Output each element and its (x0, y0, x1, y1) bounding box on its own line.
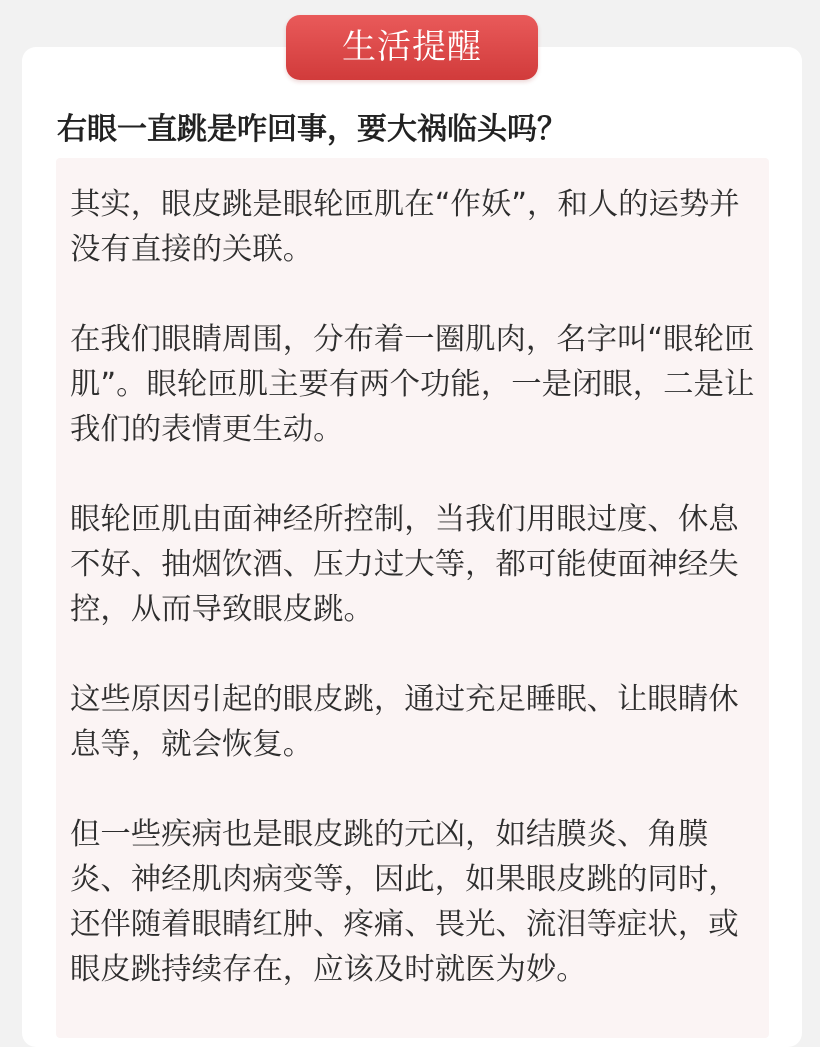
answer-paragraph: 其实，眼皮跳是眼轮匝肌在“作妖”，和人的运势并没有直接的关联。 (70, 187, 740, 267)
answer-paragraph: 但一些疾病也是眼皮跳的元凶，如结膜炎、角膜炎、神经肌肉病变等，因此，如果眼皮跳的同时，还伴随着眼睛红肿、疼痛、畏光、流泪等症状，或眼皮跳持续存在，应该及时就医为妙。 (70, 817, 739, 987)
answer-text (70, 182, 760, 1037)
question-title: 右眼一直跳是咋回事，要大祸临头吗？ (57, 112, 567, 147)
answer-paragraph: 眼轮匝肌由面神经所控制，当我们用眼过度、休息不好、抽烟饮酒、压力过大等，都可能使面神经失控，从而导致眼皮跳。 (70, 502, 739, 627)
section-badge: 生活提醒 (286, 15, 538, 80)
answer-paragraph: 这些原因引起的眼皮跳，通过充足睡眠、让眼睛休息等，就会恢复。 (70, 682, 739, 762)
answer-paragraph: 在我们眼睛周围，分布着一圈肌肉，名字叫“眼轮匝肌”。眼轮匝肌主要有两个功能，一是闭眼，二是让我们的表情更生动。 (70, 322, 755, 447)
